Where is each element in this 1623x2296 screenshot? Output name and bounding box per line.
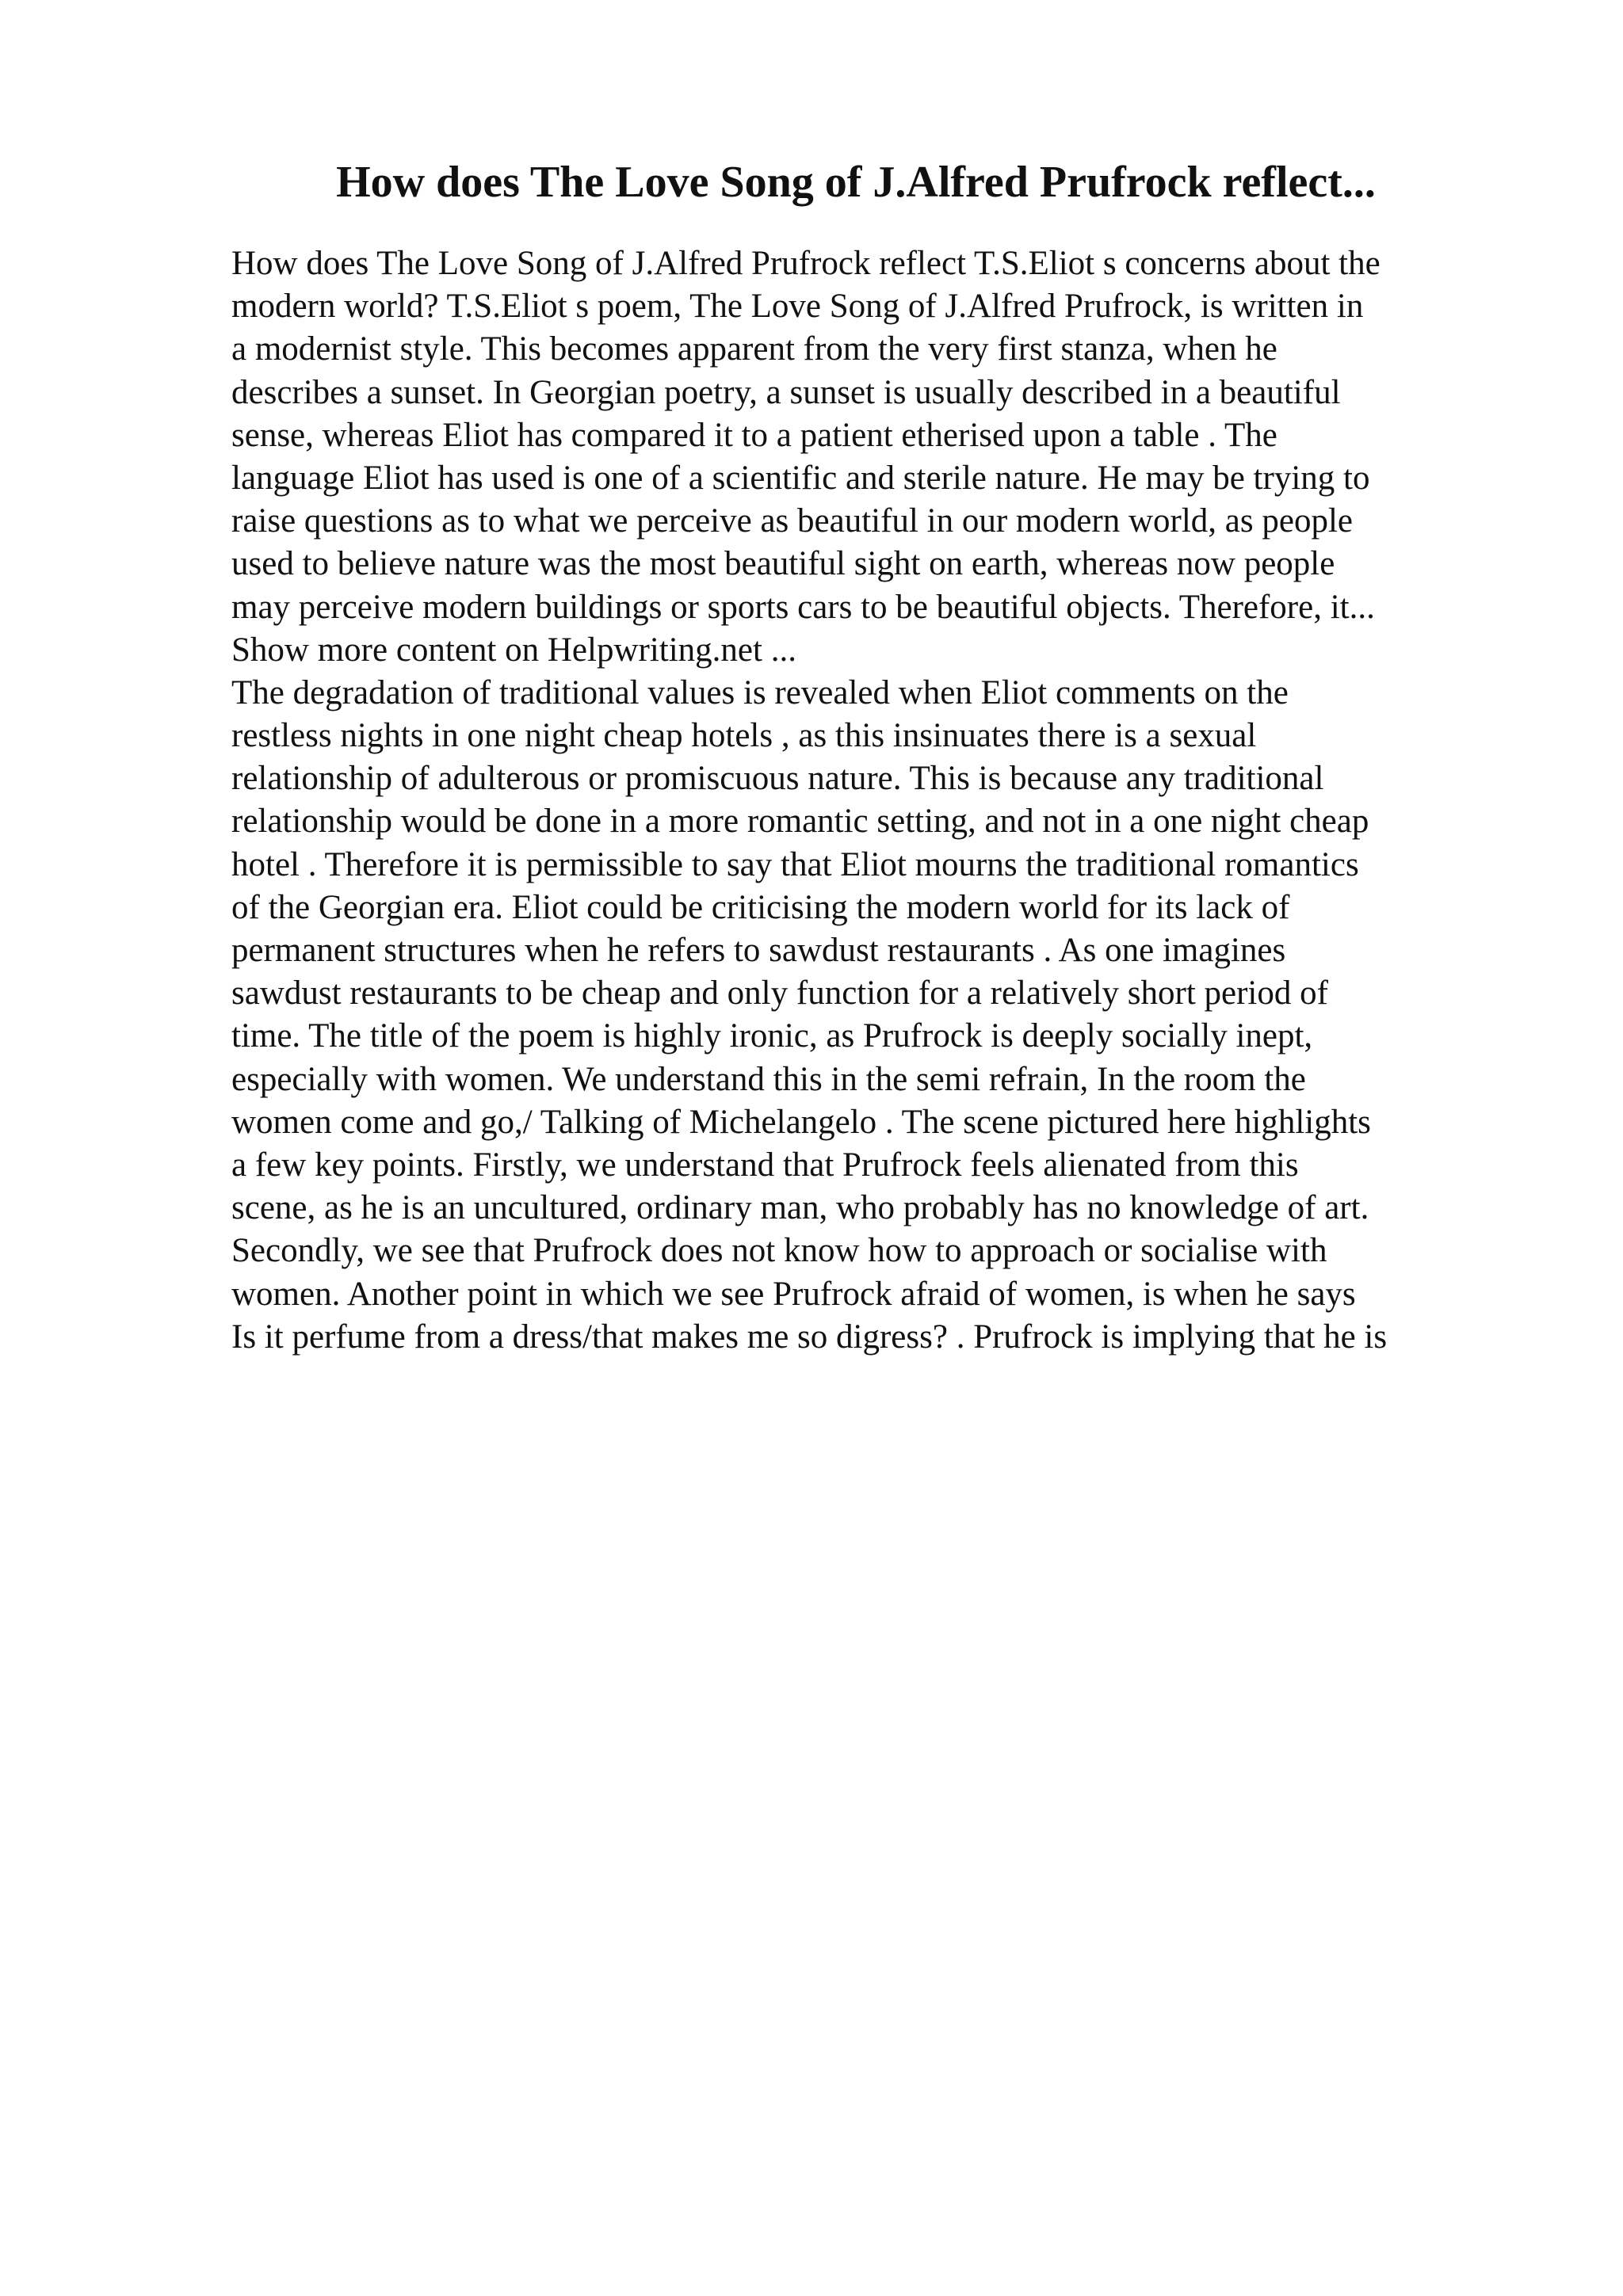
body-line: women. Another point in which we see Prufrock afraid of women, is when he says — [231, 1275, 1356, 1313]
body-line: The degradation of traditional values is revealed when Eliot comments on the — [231, 673, 1289, 711]
document-title: How does The Love Song of J.Alfred Prufrock reflect... — [336, 158, 1376, 207]
body-line: describes a sunset. In Georgian poetry, a sunset is usually described in a beautiful — [231, 373, 1341, 411]
body-line: especially with women. We understand this in the semi refrain, In the room the — [231, 1060, 1306, 1098]
body-line: language Eliot has used is one of a scientific and sterile nature. He may be trying to — [231, 459, 1370, 497]
body-line: time. The title of the poem is highly ironic, as Prufrock is deeply socially inept, — [231, 1017, 1313, 1055]
body-line: How does The Love Song of J.Alfred Prufrock reflect T.S.Eliot s concerns about the — [231, 245, 1381, 282]
body-line: scene, as he is an uncultured, ordinary man, who probably has no knowledge of art. — [231, 1189, 1369, 1227]
body-line: Secondly, we see that Prufrock does not know how to approach or socialise with — [231, 1232, 1327, 1270]
body-line: restless nights in one night cheap hotels , as this insinuates there is a sexual — [231, 717, 1257, 755]
body-line: relationship of adulterous or promiscuous nature. This is because any traditional — [231, 760, 1324, 798]
body-line: used to believe nature was the most beautiful sight on earth, whereas now people — [231, 545, 1335, 583]
body-line: sense, whereas Eliot has compared it to a patient etherised upon a table . The — [231, 416, 1277, 454]
body-line: a modernist style. This becomes apparent from the very first stanza, when he — [231, 330, 1277, 368]
body-line: modern world? T.S.Eliot s poem, The Love Song of J.Alfred Prufrock, is written in — [231, 288, 1364, 326]
body-line: raise questions as to what we perceive as beautiful in our modern world, as people — [231, 502, 1353, 540]
body-line: hotel . Therefore it is permissible to say that Eliot mourns the traditional romantics — [231, 845, 1359, 883]
show-more-link[interactable]: Show more content on Helpwriting.net ... — [231, 631, 796, 669]
body-line: a few key points. Firstly, we understand that Prufrock feels alienated from this — [231, 1146, 1299, 1184]
body-line: sawdust restaurants to be cheap and only function for a relatively short period of — [231, 974, 1328, 1013]
body-line: may perceive modern buildings or sports cars to be beautiful objects. Therefore, it... — [231, 588, 1375, 626]
body-line: relationship would be done in a more romantic setting, and not in a one night cheap — [231, 803, 1369, 841]
body-line: Is it perfume from a dress/that makes me so digress? . Prufrock is implying that he is — [231, 1318, 1388, 1356]
body-line: of the Georgian era. Eliot could be criticising the modern world for its lack of — [231, 888, 1290, 926]
body-line: women come and go,/ Talking of Michelangelo . The scene pictured here highlights — [231, 1103, 1371, 1141]
document-body — [231, 242, 1515, 1359]
body-line: permanent structures when he refers to sawdust restaurants . As one imagines — [231, 932, 1286, 969]
